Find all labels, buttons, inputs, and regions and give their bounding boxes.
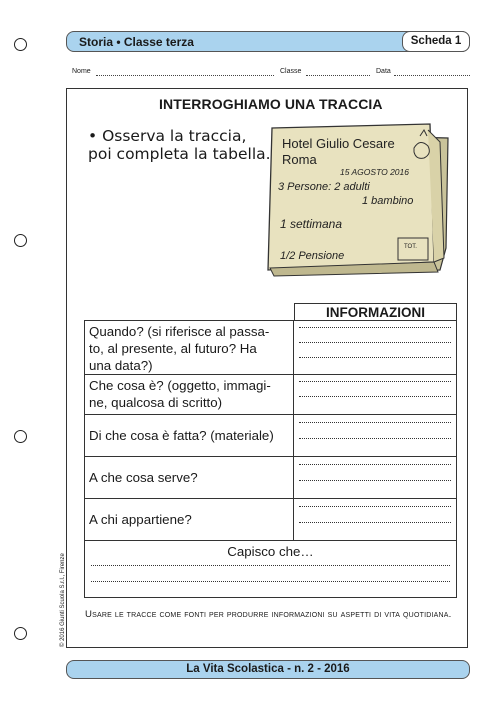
- name-label: Nome: [72, 68, 91, 75]
- conclusion-label: Capisco che…: [227, 544, 314, 559]
- receipt-board: 1/2 Pensione: [280, 250, 345, 262]
- answer-cell[interactable]: [299, 321, 451, 374]
- date-field[interactable]: [394, 75, 470, 76]
- binder-hole: [14, 38, 27, 51]
- receipt-date: 15 AGOSTO 2016: [340, 167, 409, 177]
- footer-band: La Vita Scolastica - n. 2 - 2016: [66, 660, 470, 679]
- conclusion-row: [85, 541, 456, 597]
- question-cell: [85, 375, 294, 414]
- receipt-tot: TOT.: [404, 244, 417, 250]
- question-cell: [85, 321, 294, 374]
- conclusion-line[interactable]: [91, 565, 450, 566]
- answer-cell[interactable]: [299, 457, 451, 498]
- answer-cell[interactable]: [299, 375, 451, 414]
- page-title: INTERROGHIAMO UNA TRACCIA: [159, 96, 383, 112]
- footnote-text: Usare le tracce come fonti per produrre informazioni su aspetti di vita quotidiana.: [85, 609, 452, 620]
- binder-hole: [14, 627, 27, 640]
- question-text: Di che cosa è fatta? (materiale): [89, 428, 274, 443]
- question-cell: [85, 457, 294, 498]
- question-text: A che cosa serve?: [89, 470, 198, 485]
- binder-hole: [14, 234, 27, 247]
- instruction-line: • Osserva la traccia,: [88, 127, 247, 145]
- receipt-duration: 1 settimana: [280, 217, 343, 231]
- answer-cell[interactable]: [299, 499, 451, 540]
- receipt-city: Roma: [282, 152, 317, 167]
- question-text: A chi appartiene?: [89, 512, 192, 527]
- question-cell: [85, 499, 294, 540]
- table-row: [85, 321, 456, 375]
- instruction-text: [88, 127, 271, 163]
- question-text: Quando? (si riferisce al passa-: [89, 324, 270, 339]
- question-text: una data?): [89, 358, 153, 373]
- date-label: Data: [376, 68, 391, 75]
- table-row: [85, 499, 456, 541]
- header-band: [66, 31, 470, 52]
- informazioni-header: INFORMAZIONI: [294, 303, 457, 321]
- question-text: Che cosa è? (oggetto, immagi-: [89, 378, 271, 393]
- copyright-text: © 2016 Giunti Scuola S.r.l., Firenze: [60, 553, 66, 647]
- subject-label: Storia • Classe terza: [79, 35, 194, 49]
- question-cell: [85, 415, 294, 456]
- class-field[interactable]: [306, 75, 370, 76]
- hotel-receipt-illustration: [262, 120, 452, 290]
- question-text: ne, qualcosa di scritto): [89, 395, 223, 410]
- question-text: to, al presente, al futuro? Ha: [89, 341, 257, 356]
- instruction-line: poi completa la tabella.: [88, 145, 271, 163]
- name-field[interactable]: [96, 75, 274, 76]
- scheda-label: Scheda 1: [402, 31, 470, 52]
- table-row: [85, 375, 456, 415]
- receipt-hotel: Hotel Giulio Cesare: [282, 136, 395, 151]
- receipt-child: 1 bambino: [362, 195, 414, 207]
- receipt-persons: 3 Persone: 2 adulti: [278, 181, 370, 193]
- info-table: [84, 320, 457, 598]
- binder-hole: [14, 430, 27, 443]
- conclusion-line[interactable]: [91, 581, 450, 582]
- table-row: [85, 415, 456, 457]
- table-row: [85, 457, 456, 499]
- student-info-row: [72, 68, 472, 80]
- class-label: Classe: [280, 68, 302, 75]
- answer-cell[interactable]: [299, 415, 451, 456]
